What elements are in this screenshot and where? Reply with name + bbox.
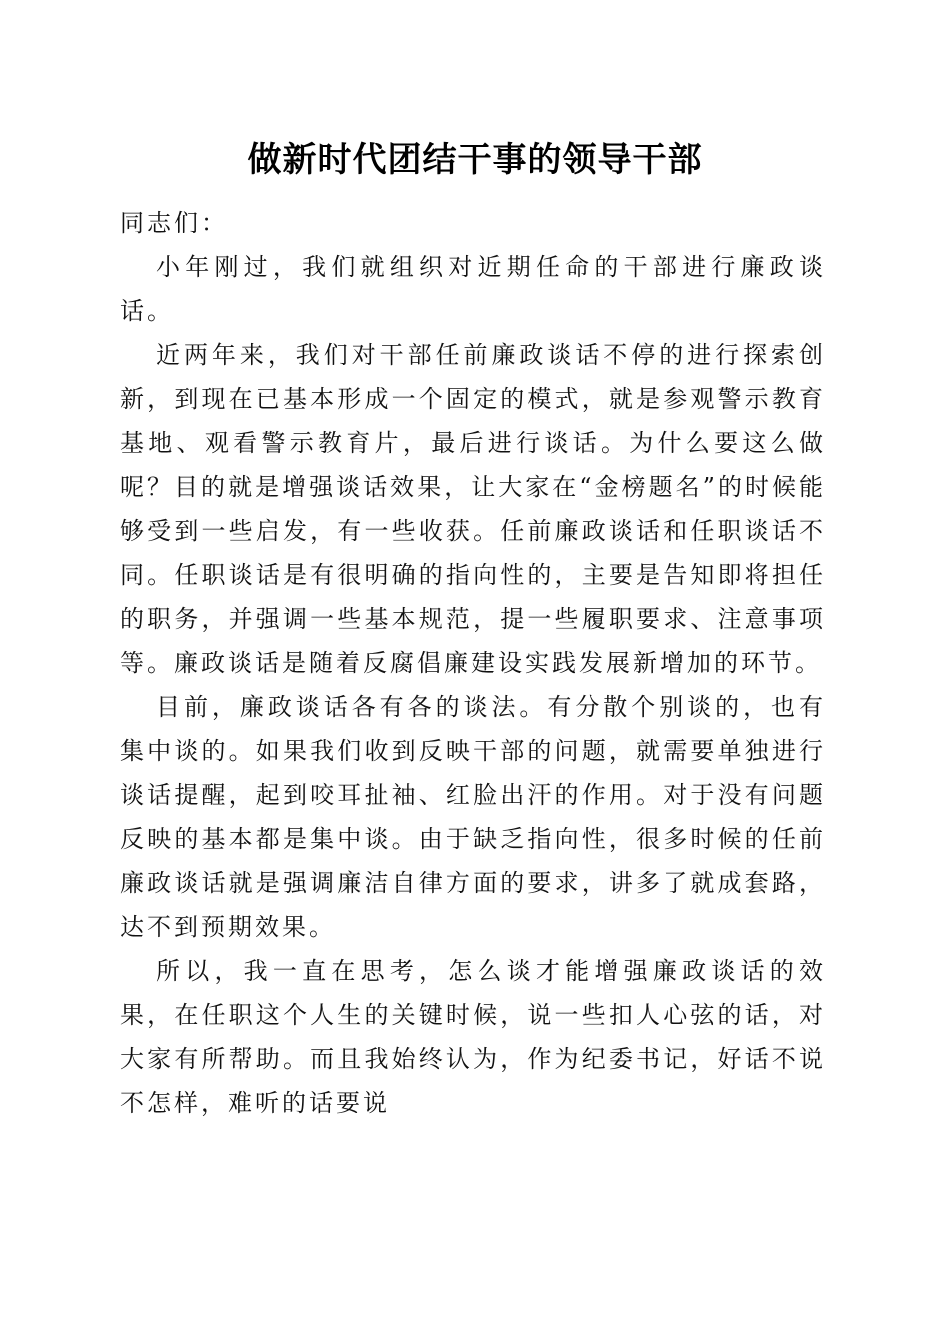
paragraph-4: 所以，我一直在思考，怎么谈才能增强廉政谈话的效果，在任职这个人生的关键时候，说一些扣人心弦的话，对大家有所帮助。而且我始终认为，作为纪委书记，好话不说不怎样，难听的话要说 bbox=[120, 957, 826, 1117]
salutation: 同志们： bbox=[120, 209, 228, 237]
paragraph-2: 近两年来，我们对干部任前廉政谈话不停的进行探索创新，到现在已基本形成一个固定的模式，就是参观警示教育基地、观看警示教育片，最后进行谈话。为什么要这么做呢？目的就是增强谈话效果，让大家在“金榜题名”的时候能够受到一些启发，有一些收获。任前廉政谈话和任职谈话不同。任职谈话是有很明确的指向性的，主要是告知即将担任的职务，并强调一些基本规范，提一些履职要求、注意事项等。廉政谈话是随着反腐倡廉建设实践发展新增加的环节。 bbox=[120, 341, 826, 677]
document-title: 做新时代团结干事的领导干部 bbox=[247, 140, 703, 180]
document-body bbox=[120, 201, 826, 1125]
paragraph-3: 目前，廉政谈话各有各的谈法。有分散个别谈的，也有集中谈的。如果我们收到反映干部的问题，就需要单独进行谈话提醒，起到咬耳扯袖、红脸出汗的作用。对于没有问题反映的基本都是集中谈。由于缺乏指向性，很多时候的任前廉政谈话就是强调廉洁自律方面的要求，讲多了就成套路，达不到预期效果。 bbox=[120, 693, 826, 941]
paragraph-1: 小年刚过，我们就组织对近期任命的干部进行廉政谈话。 bbox=[120, 253, 826, 325]
